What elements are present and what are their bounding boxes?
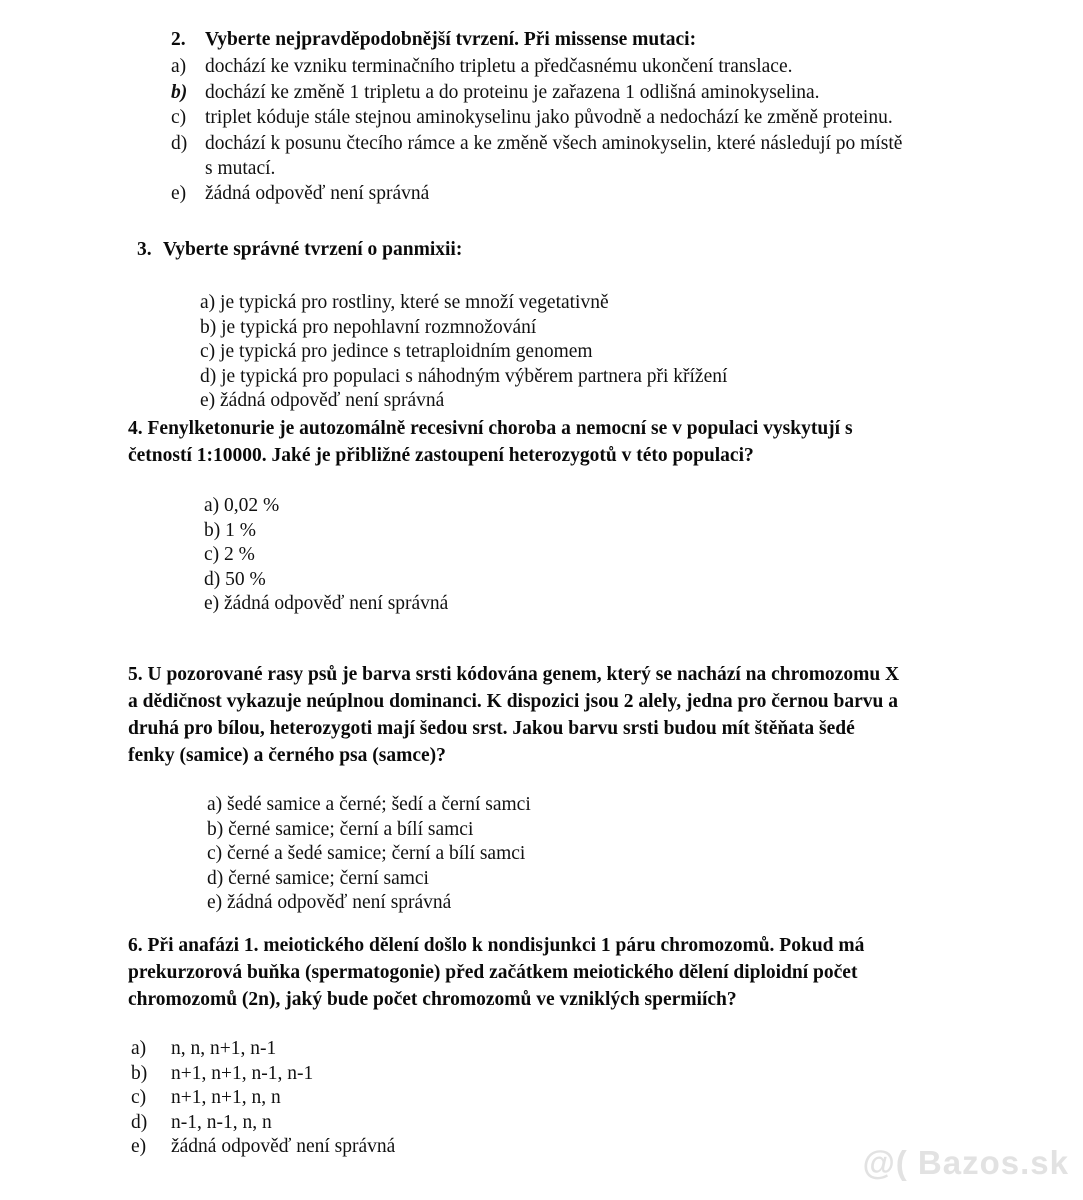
answer-option[interactable]: e) žádná odpověď není správná bbox=[207, 892, 452, 913]
question-5-heading-line: 5. U pozorované rasy psů je barva srsti kódována genem, který se nachází na chromozomu X bbox=[128, 664, 900, 685]
answer-marker: c) bbox=[171, 107, 187, 128]
answer-option[interactable] bbox=[171, 106, 961, 131]
question-6 bbox=[128, 932, 928, 1160]
answer-option[interactable] bbox=[131, 1111, 928, 1136]
answer-option[interactable]: d) 50 % bbox=[204, 568, 266, 590]
answer-marker: d) bbox=[171, 132, 188, 154]
question-2-answers bbox=[171, 55, 961, 206]
answer-option[interactable] bbox=[131, 1086, 928, 1111]
answer-text: n-1, n-1, n, n bbox=[171, 1111, 272, 1133]
answer-text: triplet kóduje stále stejnou aminokyselinu jako původně a nedochází ke změně proteinu. bbox=[205, 107, 893, 128]
question-5 bbox=[128, 661, 928, 916]
answer-text: dochází k posunu čtecího rámce a ke změně všech aminokyselin, které následují po místě bbox=[205, 132, 903, 154]
answer-option[interactable]: d) je typická pro populaci s náhodným výběrem partnera při křížení bbox=[200, 365, 728, 387]
answer-marker: b) bbox=[171, 81, 188, 103]
answer-option[interactable]: d) černé samice; černí samci bbox=[207, 867, 429, 889]
answer-marker: a) bbox=[131, 1038, 147, 1059]
question-5-heading-line: fenky (samice) a černého psa (samce)? bbox=[128, 745, 446, 766]
answer-option[interactable]: c) černé a šedé samice; černí a bílí samci bbox=[207, 843, 526, 864]
question-5-heading bbox=[128, 661, 928, 769]
question-5-answers bbox=[207, 793, 928, 916]
question-4-answers bbox=[204, 494, 923, 617]
answer-text: n+1, n+1, n-1, n-1 bbox=[171, 1062, 314, 1084]
answer-text: n+1, n+1, n, n bbox=[171, 1087, 281, 1108]
question-6-heading bbox=[128, 932, 928, 1013]
answer-option[interactable]: b) černé samice; černí a bílí samci bbox=[207, 818, 474, 840]
question-3-answers bbox=[200, 291, 937, 414]
question-3-heading-text: Vyberte správné tvrzení o panmixii: bbox=[163, 239, 463, 260]
answer-option[interactable] bbox=[131, 1037, 928, 1062]
question-4-heading-line: četností 1:10000. Jaké je přibližné zastoupení heterozygotů v této populaci? bbox=[128, 445, 754, 466]
answer-option[interactable] bbox=[171, 132, 961, 157]
bazos-watermark: @( Bazos.sk bbox=[862, 1144, 1069, 1181]
answer-option[interactable]: a) šedé samice a černé; šedí a černí samci bbox=[207, 794, 531, 815]
question-2 bbox=[171, 26, 961, 207]
question-2-heading bbox=[171, 26, 961, 53]
question-6-heading-line: chromozomů (2n), jaký bude počet chromozomů ve vzniklých spermiích? bbox=[128, 989, 737, 1010]
answer-marker: a) bbox=[171, 56, 187, 77]
answer-option[interactable]: a) 0,02 % bbox=[204, 495, 280, 516]
answer-option[interactable]: c) je typická pro jedince s tetraploidním genomem bbox=[200, 341, 593, 362]
answer-marker: d) bbox=[131, 1111, 148, 1133]
question-3-number: 3. bbox=[137, 239, 152, 260]
answer-text: žádná odpověď není správná bbox=[205, 182, 430, 204]
answer-option[interactable]: c) 2 % bbox=[204, 544, 255, 565]
answer-text: žádná odpověď není správná bbox=[171, 1136, 396, 1157]
answer-option[interactable]: e) žádná odpověď není správná bbox=[200, 390, 445, 411]
question-2-number: 2. bbox=[171, 29, 186, 50]
answer-option[interactable] bbox=[131, 1062, 928, 1087]
answer-option[interactable] bbox=[131, 1135, 928, 1160]
question-6-heading-line: prekurzorová buňka (spermatogonie) před začátkem meiotického dělení diploidní počet bbox=[128, 962, 858, 983]
answer-text: dochází ke vzniku terminačního tripletu a předčasnému ukončení translace. bbox=[205, 56, 793, 77]
answer-option[interactable]: b) je typická pro nepohlavní rozmnožování bbox=[200, 316, 537, 338]
answer-text: n, n, n+1, n-1 bbox=[171, 1038, 277, 1059]
answer-text-continuation: s mutací. bbox=[205, 158, 276, 179]
answer-option[interactable]: a) je typická pro rostliny, které se množí vegetativně bbox=[200, 292, 609, 313]
answer-marker: e) bbox=[131, 1136, 147, 1157]
question-4 bbox=[128, 415, 923, 617]
question-4-heading-line: 4. Fenylketonurie je autozomálně recesivní choroba a nemocní se v populaci vyskytují s bbox=[128, 418, 853, 439]
answer-option[interactable]: e) žádná odpověď není správná bbox=[204, 593, 449, 614]
question-5-heading-line: a dědičnost vykazuje neúplnou dominanci. K dispozici jsou 2 alely, jedna pro černou barvu a bbox=[128, 691, 898, 712]
answer-text: dochází ke změně 1 tripletu a do proteinu je zařazena 1 odlišná aminokyselina. bbox=[205, 81, 820, 103]
question-4-heading bbox=[128, 415, 923, 469]
question-6-answers bbox=[131, 1037, 928, 1160]
answer-option[interactable]: b) 1 % bbox=[204, 519, 256, 541]
question-2-heading-text: Vyberte nejpravděpodobnější tvrzení. Při missense mutaci: bbox=[205, 29, 697, 50]
answer-option[interactable] bbox=[171, 182, 961, 207]
answer-marker: e) bbox=[171, 182, 187, 204]
question-3 bbox=[137, 236, 937, 414]
question-3-heading bbox=[137, 236, 937, 263]
answer-option[interactable] bbox=[171, 81, 961, 106]
answer-marker: c) bbox=[131, 1087, 147, 1108]
question-6-heading-line: 6. Při anafázi 1. meiotického dělení došlo k nondisjunkci 1 páru chromozomů. Pokud má bbox=[128, 935, 865, 956]
answer-marker: b) bbox=[131, 1062, 148, 1084]
answer-option[interactable] bbox=[171, 55, 961, 80]
question-5-heading-line: druhá pro bílou, heterozygoti mají šedou srst. Jakou barvu srsti budou mít štěňata šedé bbox=[128, 718, 855, 739]
